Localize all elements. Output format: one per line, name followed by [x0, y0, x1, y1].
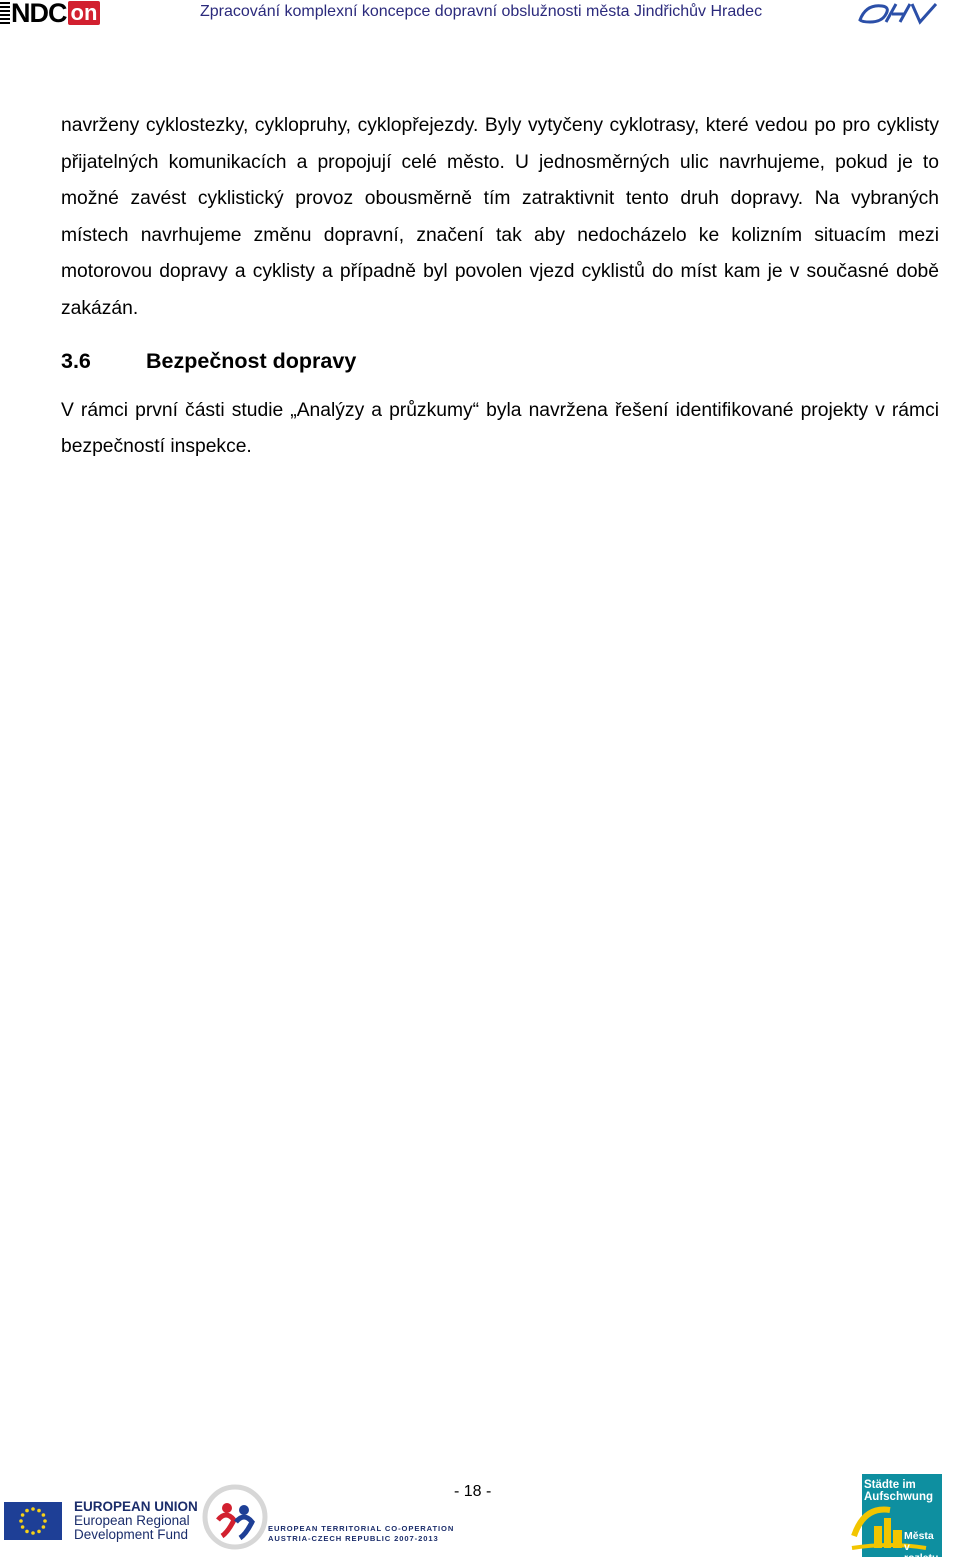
staedte-im-aufschwung-logo: [850, 1474, 944, 1564]
ndcon-logo-text: NDC: [11, 0, 67, 28]
ndcon-logo: [0, 0, 100, 26]
document-title: Zpracování komplexní koncepce dopravní obslužnosti města Jindřichův Hradec: [200, 3, 763, 20]
etc-line-1: EUROPEAN TERRITORIAL CO-OPERATION: [268, 1524, 455, 1533]
eu-logo-text: [74, 1500, 198, 1542]
section-title: Bezpečnost dopravy: [146, 348, 357, 373]
body-paragraph: navrženy cyklostezky, cyklopruhy, cyklopřejezdy. Byly vytyčeny cyklotrasy, které vedou po pro cyklisty přijatelných komunikacích a propojují celé město. U jednosměrných ulic navrhujeme, pokud je to možné zavést cyklistický provoz obousměrně tím zatraktivnit tento druh dopravy. Na vybraných místech navrhujeme změnu dopravní, značení tak aby nedocházelo ke kolizním situacím mezi motorovou dopravy a cyklisty a případně byl povolen vjezd cyklistů do míst kam je v současné době zakázán.: [61, 115, 939, 319]
page-number: - 18 -: [454, 1483, 492, 1500]
page-content: [61, 108, 939, 466]
eu-line-2: European Regional: [74, 1513, 190, 1528]
section-number: 3.6: [61, 348, 91, 373]
etc-line-2: AUSTRIA-CZECH REPUBLIC 2007-2013: [268, 1534, 439, 1543]
eu-line-3: Development Fund: [74, 1527, 189, 1542]
etc-text: [268, 1524, 454, 1544]
section-heading: [61, 343, 939, 379]
sia-top-text: Städte im Aufschwung: [864, 1479, 933, 1503]
eu-logo: [4, 1500, 198, 1542]
ndcon-logo-stripes: [0, 2, 10, 24]
page-header: [0, 0, 960, 30]
eu-line-1: EUROPEAN UNION: [74, 1499, 198, 1514]
eu-flag-icon: [4, 1502, 62, 1540]
cz-cooperation-logo-icon: [200, 1480, 270, 1554]
ohv-logo-icon: [856, 0, 942, 26]
sia-bottom-text: Města v rozletu: [904, 1530, 939, 1564]
ndcon-logo-accent: on: [68, 1, 101, 25]
body-paragraph-2: V rámci první části studie „Analýzy a průzkumy“ byla navržena řešení identifikované projekty v rámci bezpečností inspekce.: [61, 399, 939, 458]
